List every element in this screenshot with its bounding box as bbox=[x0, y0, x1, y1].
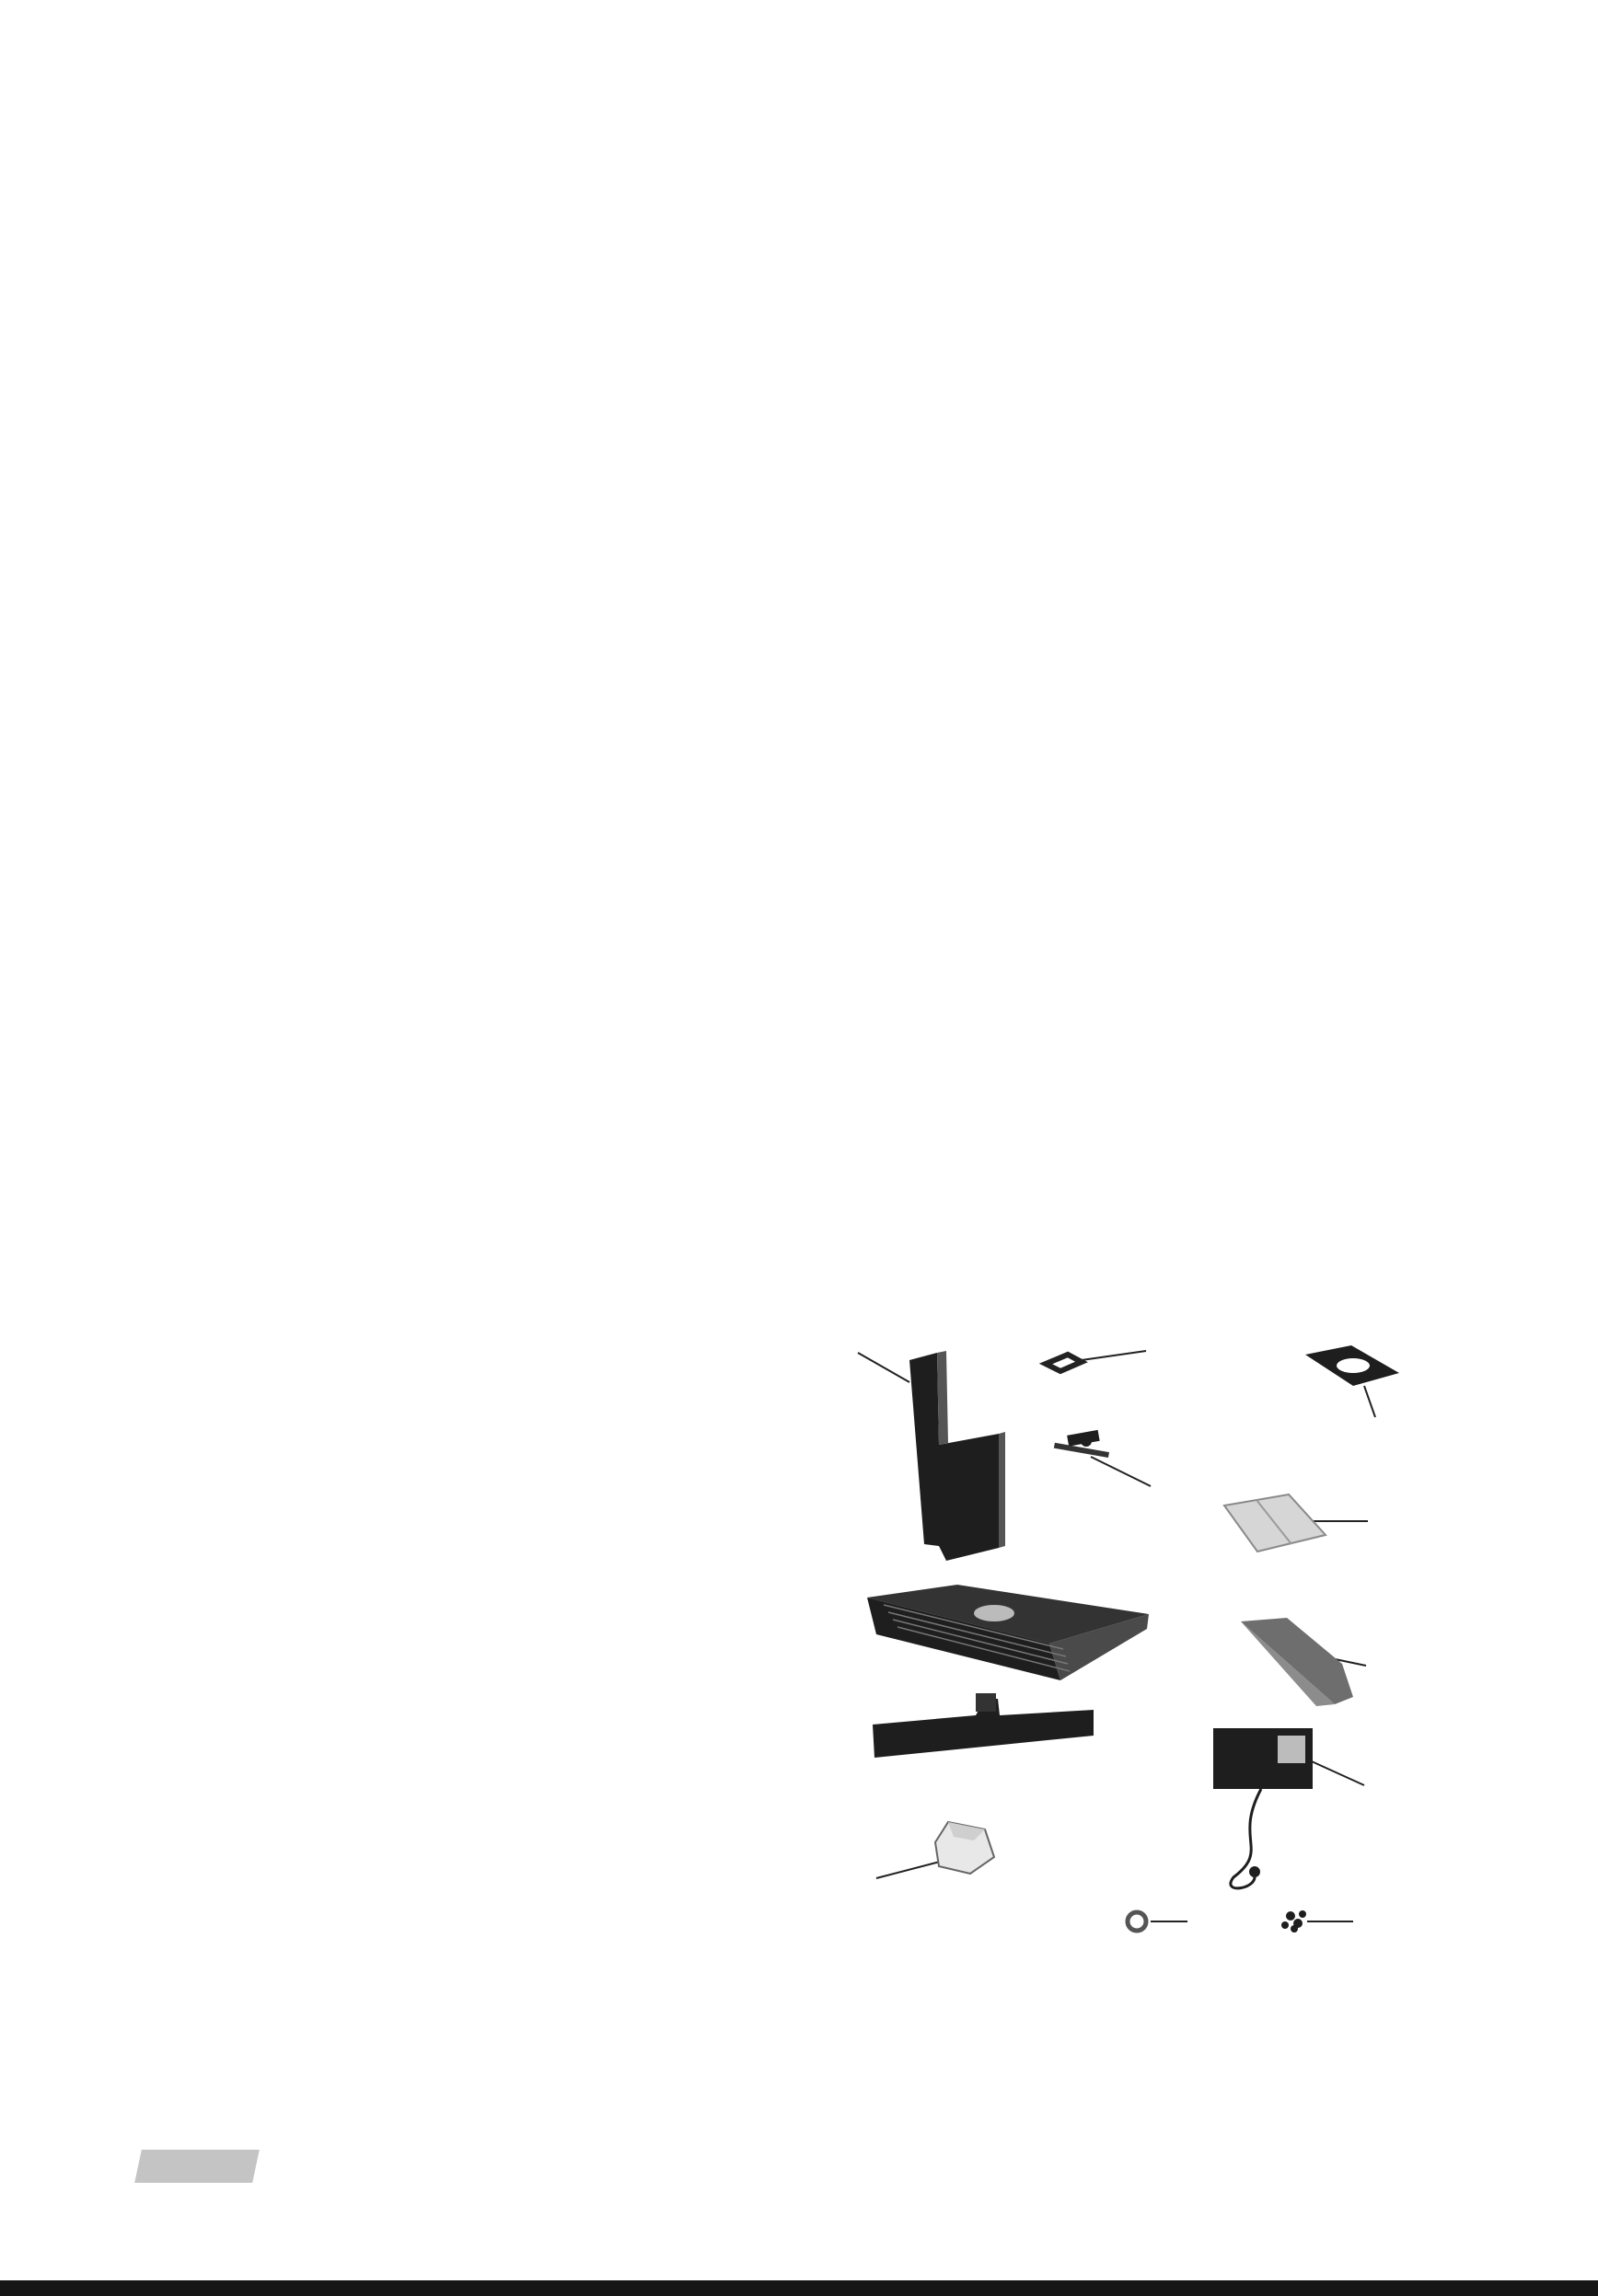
brand-logo bbox=[134, 2150, 260, 2183]
notice-paragraph bbox=[133, 1003, 1422, 1082]
part-k-ring bbox=[1128, 1912, 1146, 1931]
part-e-insert bbox=[1046, 1355, 1082, 1371]
parts-figure bbox=[801, 1325, 1436, 1969]
part-j-switch bbox=[1213, 1728, 1313, 1888]
part-l-fasteners bbox=[1281, 1910, 1306, 1933]
part-c-fence bbox=[873, 1693, 1094, 1758]
bottom-band bbox=[0, 2280, 1598, 2296]
part-g-router-plate bbox=[1305, 1345, 1399, 1386]
part-h-extension-plate bbox=[1224, 1494, 1326, 1552]
part-f-miter-gauge bbox=[1054, 1430, 1109, 1458]
part-i-gusset bbox=[1241, 1618, 1353, 1706]
part-a-table-leg bbox=[909, 1351, 1005, 1561]
part-b-base-plate bbox=[867, 1585, 1149, 1680]
part-d-guard bbox=[935, 1822, 994, 1874]
